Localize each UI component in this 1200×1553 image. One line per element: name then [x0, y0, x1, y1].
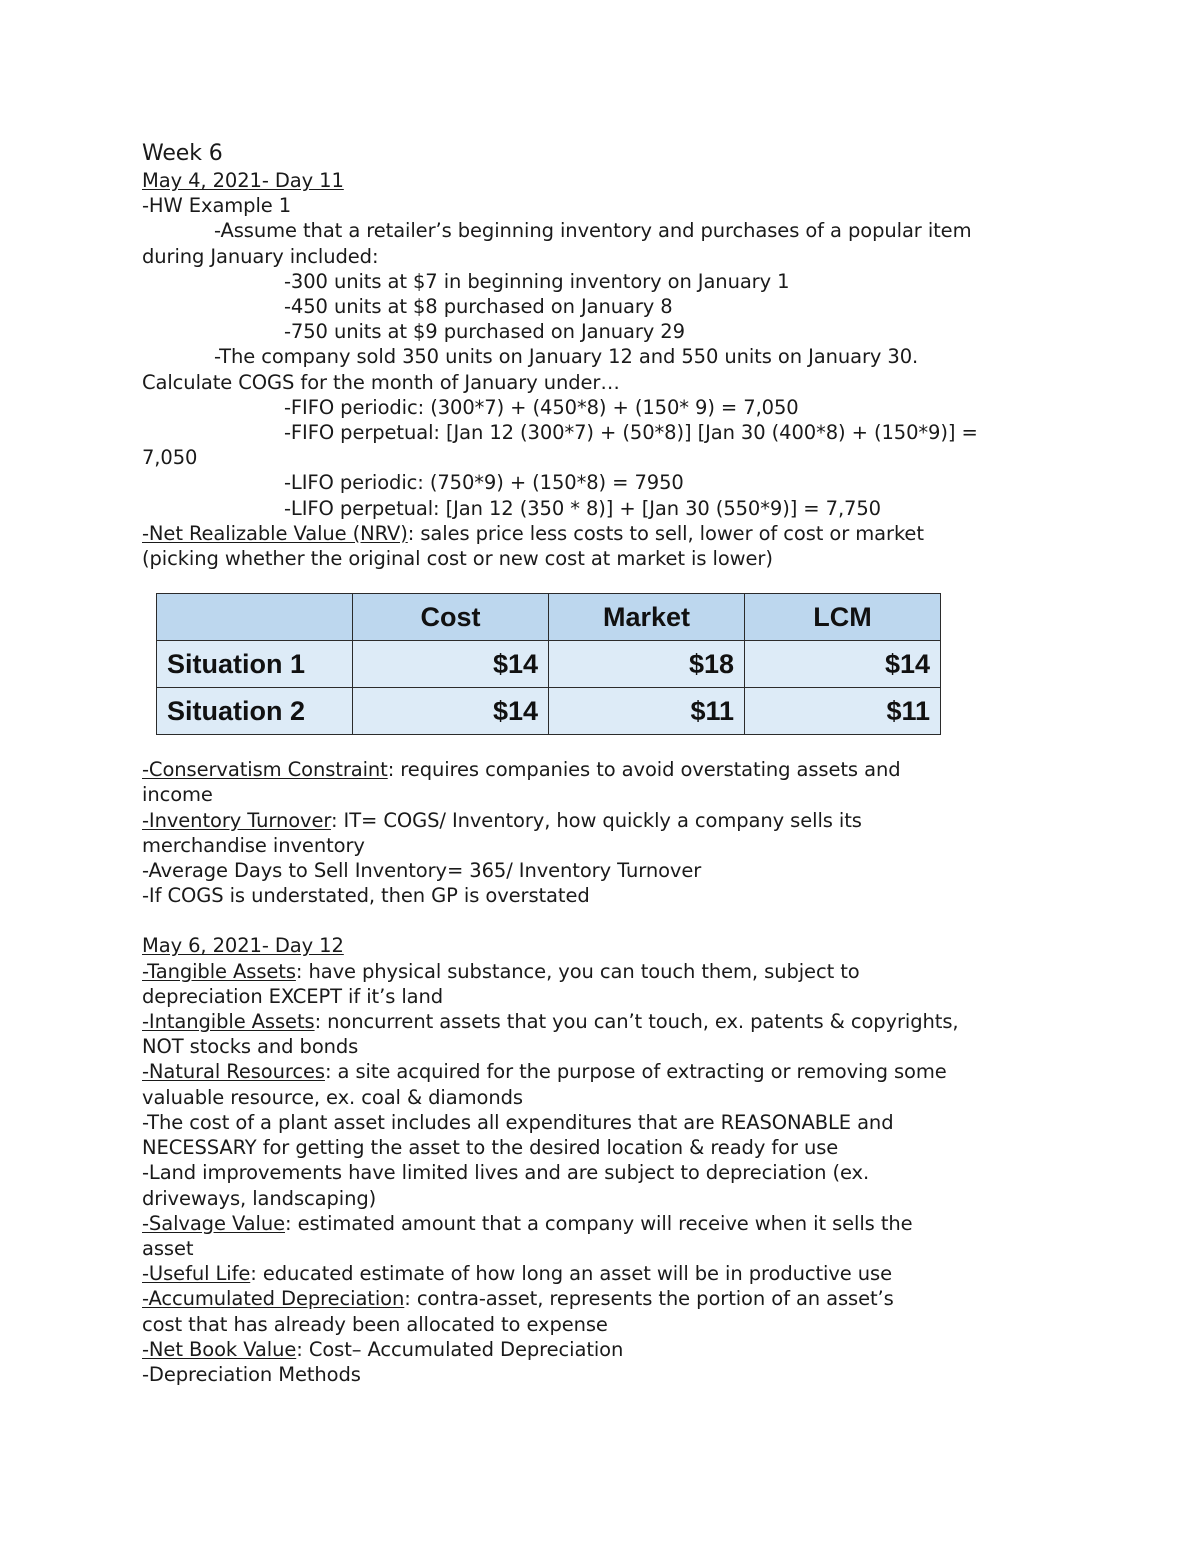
inventory-item: -300 units at $7 in beginning inventory on January 1 [284, 269, 790, 293]
natural-resources-definition-cont: valuable resource, ex. coal & diamonds [142, 1085, 523, 1109]
net-book-value-definition [142, 1337, 1072, 1362]
conservatism-definition-cont: income [142, 783, 213, 807]
table-row-label: Situation 2 [157, 688, 353, 735]
lifo-perpetual: -LIFO perpetual: [Jan 12 (350 * 8)] + [Jan 30 (550*9)] = 7,750 [284, 496, 881, 520]
accumulated-depreciation-term: -Accumulated Depreciation [142, 1287, 405, 1311]
sold-line-2: Calculate COGS for the month of January under… [142, 370, 620, 394]
salvage-value-def-text: : estimated amount that a company will receive when it sells the [285, 1211, 913, 1235]
plant-asset-line-1: -The cost of a plant asset includes all expenditures that are REASONABLE and [142, 1110, 894, 1134]
accumulated-depreciation-definition [142, 1286, 1072, 1311]
plant-asset-line-2: NECESSARY for getting the asset to the desired location & ready for use [142, 1136, 839, 1160]
fifo-perpetual-line-1: -FIFO perpetual: [Jan 12 (300*7) + (50*8)] [Jan 30 (400*8) + (150*9)] = [284, 421, 978, 445]
nrv-term: -Net Realizable Value (NRV) [142, 521, 408, 545]
intangible-definition-cont: NOT stocks and bonds [142, 1035, 359, 1059]
inventory-item: -750 units at $9 purchased on January 29 [284, 320, 685, 344]
lifo-periodic: -LIFO periodic: (750*9) + (150*8) = 7950 [284, 471, 684, 495]
nrv-def-text: : sales price less costs to sell, lower of cost or market [407, 521, 924, 545]
useful-life-term: -Useful Life [142, 1262, 251, 1286]
useful-life-definition [142, 1261, 1072, 1286]
fifo-perpetual-line-2: 7,050 [142, 446, 198, 470]
cogs-note-line: -If COGS is understated, then GP is overstated [142, 884, 590, 908]
conservatism-term: -Conservatism Constraint [142, 758, 388, 782]
hw-example-label: -HW Example 1 [142, 194, 292, 218]
natural-resources-term: -Natural Resources [142, 1060, 325, 1084]
assume-line-1: -Assume that a retailer’s beginning inventory and purchases of a popular item [214, 219, 972, 243]
table-row [157, 641, 941, 688]
fifo-periodic: -FIFO periodic: (300*7) + (450*8) + (150* 9) = 7,050 [284, 395, 799, 419]
table-header-cell [157, 594, 353, 641]
day12-heading: May 6, 2021- Day 12 [142, 934, 344, 958]
section-spacer [142, 908, 1072, 933]
land-improvements-line-1: -Land improvements have limited lives and are subject to depreciation (ex. [142, 1161, 870, 1185]
tangible-definition [142, 959, 1072, 984]
table-cell: $14 [353, 688, 549, 735]
table-row-label: Situation 1 [157, 641, 353, 688]
natural-resources-def-text: : a site acquired for the purpose of extracting or removing some [324, 1060, 947, 1084]
inventory-turnover-definition-cont: merchandise inventory [142, 833, 365, 857]
inventory-turnover-term: -Inventory Turnover [142, 808, 331, 832]
conservatism-definition [142, 757, 1072, 782]
net-book-value-def-text: : Cost– Accumulated Depreciation [296, 1337, 624, 1361]
page-title: Week 6 [142, 141, 223, 166]
natural-resources-definition [142, 1059, 1072, 1084]
land-improvements-line-2: driveways, landscaping) [142, 1186, 377, 1210]
table-header-cell: LCM [745, 594, 941, 641]
tangible-term: -Tangible Assets [142, 959, 296, 983]
table-cell: $11 [745, 688, 941, 735]
inventory-turnover-definition [142, 808, 1072, 833]
nrv-definition [142, 521, 1072, 546]
table-cell: $14 [353, 641, 549, 688]
table-header-row [157, 594, 941, 641]
table-cell: $11 [549, 688, 745, 735]
salvage-value-definition [142, 1211, 1072, 1236]
conservatism-def-text: : requires companies to avoid overstating assets and [387, 758, 901, 782]
assume-line-2: during January included: [142, 244, 379, 268]
net-book-value-term: -Net Book Value [142, 1337, 297, 1361]
intangible-definition [142, 1009, 1072, 1034]
inventory-turnover-def-text: : IT= COGS/ Inventory, how quickly a company sells its [330, 808, 862, 832]
useful-life-def-text: : educated estimate of how long an asset will be in productive use [250, 1262, 892, 1286]
depreciation-methods-line: -Depreciation Methods [142, 1362, 361, 1386]
tangible-def-text: : have physical substance, you can touch them, subject to [295, 959, 860, 983]
tangible-definition-cont: depreciation EXCEPT if it’s land [142, 984, 444, 1008]
average-days-line: -Average Days to Sell Inventory= 365/ Inventory Turnover [142, 859, 702, 883]
inventory-item: -450 units at $8 purchased on January 8 [284, 295, 673, 319]
table-cell: $18 [549, 641, 745, 688]
salvage-value-definition-cont: asset [142, 1236, 194, 1260]
day11-heading: May 4, 2021- Day 11 [142, 169, 344, 192]
accumulated-depreciation-def-text: : contra-asset, represents the portion of an asset’s [404, 1287, 894, 1311]
nrv-definition-cont: (picking whether the original cost or new cost at market is lower) [142, 547, 773, 571]
table-header-cell: Market [549, 594, 745, 641]
table-header-cell: Cost [353, 594, 549, 641]
salvage-value-term: -Salvage Value [142, 1211, 285, 1235]
table-row [157, 688, 941, 735]
table-cell: $14 [745, 641, 941, 688]
sold-line-1: -The company sold 350 units on January 12 and 550 units on January 30. [214, 345, 919, 369]
lcm-table [156, 593, 941, 735]
document-page [142, 140, 1072, 1387]
accumulated-depreciation-definition-cont: cost that has already been allocated to expense [142, 1312, 608, 1336]
intangible-term: -Intangible Assets [142, 1010, 315, 1034]
intangible-def-text: : noncurrent assets that you can’t touch, ex. patents & copyrights, [314, 1010, 959, 1034]
